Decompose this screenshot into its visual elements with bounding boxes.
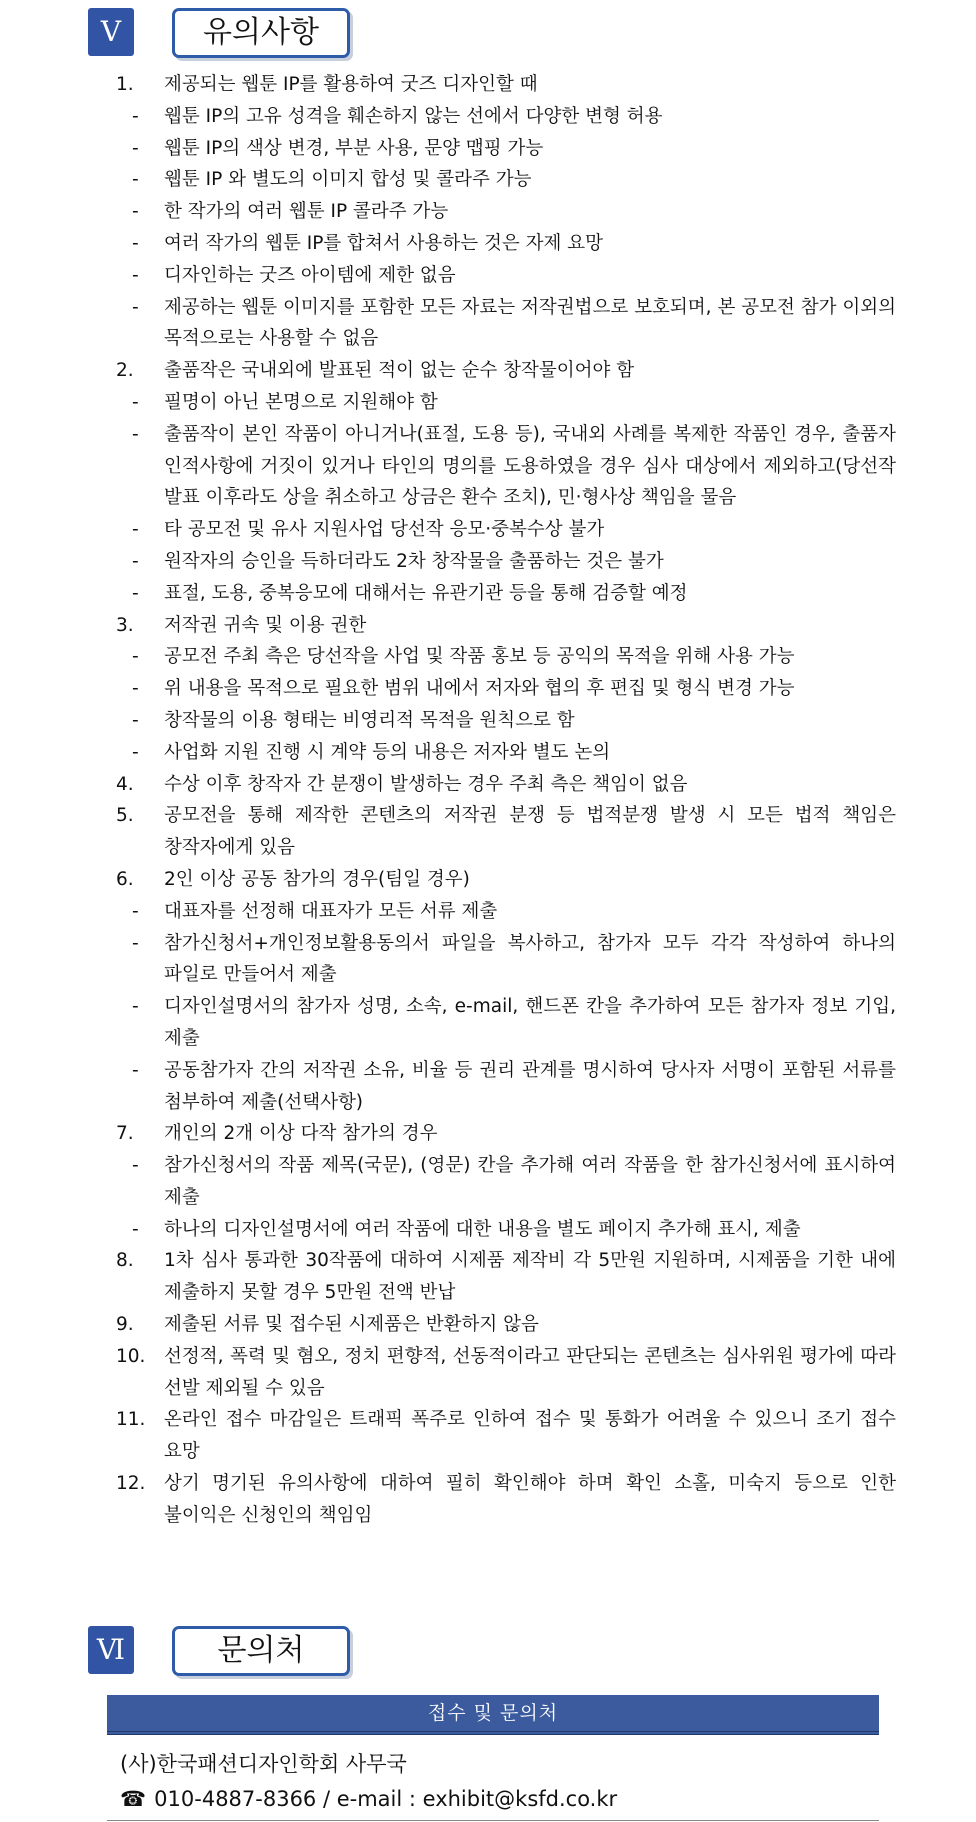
notice-item-text: 저작권 귀속 및 이용 권한 — [164, 614, 367, 636]
notice-subitem — [116, 133, 896, 165]
notice-subitem — [116, 641, 896, 673]
notice-subitem-text: 웹툰 IP의 고유 성격을 훼손하지 않는 선에서 다양한 변형 허용 — [164, 105, 663, 127]
notice-item — [116, 1341, 896, 1405]
contact-organization: (사)한국패션디자인학회 사무국 — [120, 1752, 407, 1776]
notice-subitem-text: 하나의 디자인설명서에 여러 작품에 대한 내용을 별도 페이지 추가해 표시, 제출 — [164, 1218, 801, 1240]
notice-subitem-text: 표절, 도용, 중복응모에 대해서는 유관기관 등을 통해 검증할 예정 — [164, 582, 688, 604]
contact-line — [120, 1785, 617, 1813]
section-5-numeral: Ⅴ — [88, 8, 134, 56]
notice-subitem-text: 공동참가자 간의 저작권 소유, 비율 등 권리 관계를 명시하여 당사자 서명이 포함된 서류를 첨부하여 제출(선택사항) — [164, 1059, 896, 1113]
notice-subitem — [116, 514, 896, 546]
notice-item-number: 7. — [116, 1123, 134, 1145]
notice-item-number: 9. — [116, 1314, 134, 1336]
notice-item-number: 5. — [116, 805, 134, 827]
contact-bar: 접수 및 문의처 — [107, 1695, 879, 1735]
dash-bullet: - — [132, 1155, 139, 1177]
notice-subitem-text: 한 작가의 여러 웹툰 IP 콜라주 가능 — [164, 201, 449, 223]
notice-item-number: 12. — [116, 1473, 146, 1495]
notice-subitem — [116, 1055, 896, 1119]
notice-item-number: 4. — [116, 773, 134, 795]
dash-bullet: - — [132, 519, 139, 541]
dash-bullet: - — [132, 996, 139, 1018]
dash-bullet: - — [132, 264, 139, 286]
dash-bullet: - — [132, 391, 139, 413]
section-6-numeral: Ⅵ — [88, 1626, 134, 1674]
notice-subitem — [116, 228, 896, 260]
notice-subitem — [116, 578, 896, 610]
notice-subitem-text: 제공하는 웹툰 이미지를 포함한 모든 자료는 저작권법으로 보호되며, 본 공모전 참가 이외의 목적으로는 사용할 수 없음 — [164, 296, 896, 350]
notice-item-number: 1. — [116, 74, 134, 95]
notice-item — [116, 610, 896, 642]
notice-subitem — [116, 196, 896, 228]
notice-item — [116, 800, 896, 864]
notice-subitem-text: 창작물의 이용 형태는 비영리적 목적을 원칙으로 함 — [164, 709, 575, 731]
dash-bullet: - — [132, 296, 139, 318]
notice-item-text: 수상 이후 창작자 간 분쟁이 발생하는 경우 주최 측은 책임이 없음 — [164, 773, 688, 795]
notice-item-text: 출품작은 국내외에 발표된 적이 없는 순수 창작물이어야 함 — [164, 360, 635, 382]
notice-subitem — [116, 896, 896, 928]
dash-bullet: - — [132, 169, 139, 191]
notice-subitem — [116, 1214, 896, 1246]
notice-item-text: 1차 심사 통과한 30작품에 대하여 시제품 제작비 각 5만원 지원하며, 시제품을 기한 내에 제출하지 못할 경우 5만원 전액 반납 — [164, 1250, 896, 1304]
notice-subitem — [116, 387, 896, 419]
notice-item-number: 11. — [116, 1409, 146, 1431]
notice-subitem — [116, 673, 896, 705]
notice-item — [116, 769, 896, 801]
notice-item — [116, 864, 896, 896]
notice-item-number: 6. — [116, 868, 134, 890]
section-5-title: 유의사항 — [172, 8, 350, 58]
notice-item-text: 개인의 2개 이상 다작 참가의 경우 — [164, 1123, 438, 1145]
notice-item-text: 제공되는 웹툰 IP를 활용하여 굿즈 디자인할 때 — [164, 74, 538, 95]
notice-subitem — [116, 991, 896, 1055]
notice-item — [116, 355, 896, 387]
contact-info: 010-4887-8366 / e-mail : exhibit@ksfd.co.kr — [154, 1787, 618, 1811]
notice-subitem-text: 위 내용을 목적으로 필요한 범위 내에서 저자와 협의 후 편집 및 형식 변경 가능 — [164, 678, 795, 700]
dash-bullet: - — [132, 678, 139, 700]
notice-subitem — [116, 260, 896, 292]
dash-bullet: - — [132, 932, 139, 954]
notice-item-number: 8. — [116, 1250, 134, 1272]
notice-subitem-text: 사업화 지원 진행 시 계약 등의 내용은 저자와 별도 논의 — [164, 741, 611, 763]
dash-bullet: - — [132, 232, 139, 254]
notice-subitem — [116, 737, 896, 769]
notice-subitem-text: 공모전 주최 측은 당선작을 사업 및 작품 홍보 등 공익의 목적을 위해 사용 가능 — [164, 646, 795, 668]
dash-bullet: - — [132, 1059, 139, 1081]
notice-subitem-text: 웹툰 IP 와 별도의 이미지 합성 및 콜라주 가능 — [164, 169, 532, 191]
contact-divider — [107, 1820, 879, 1821]
dash-bullet: - — [132, 550, 139, 572]
notice-subitem — [116, 101, 896, 133]
notice-subitem — [116, 705, 896, 737]
dash-bullet: - — [132, 201, 139, 223]
notice-subitem — [116, 546, 896, 578]
dash-bullet: - — [132, 105, 139, 127]
notice-subitem-text: 디자인설명서의 참가자 성명, 소속, e-mail, 핸드폰 칸을 추가하여 모든 참가자 정보 기입, 제출 — [164, 996, 896, 1049]
notice-subitem-text: 출품작이 본인 작품이 아니거나(표절, 도용 등), 국내외 사례를 복제한 작품인 경우, 출품자 인적사항에 거짓이 있거나 타인의 명의를 도용하였을 경우 심사 대상에서 제외하고(당선작 발표 이후라도 상을 취소하고 상금은 환수 조치), 민·형사상 책임을 물음 — [164, 423, 896, 509]
notice-item-number: 3. — [116, 614, 134, 636]
notice-item-text: 선정적, 폭력 및 혐오, 정치 편향적, 선동적이라고 판단되는 콘텐츠는 심사위원 평가에 따라 선발 제외될 수 있음 — [164, 1345, 896, 1399]
notice-subitem-text: 여러 작가의 웹툰 IP를 합쳐서 사용하는 것은 자제 요망 — [164, 232, 603, 254]
notice-subitem-text: 웹툰 IP의 색상 변경, 부분 사용, 문양 맵핑 가능 — [164, 137, 544, 159]
dash-bullet: - — [132, 709, 139, 731]
notice-item — [116, 1468, 896, 1532]
notice-item — [116, 1118, 896, 1150]
notice-subitem-text: 필명이 아닌 본명으로 지원해야 함 — [164, 391, 438, 413]
notice-subitem-text: 참가신청서+개인정보활용동의서 파일을 복사하고, 참가자 모두 각각 작성하여 하나의 파일로 만들어서 제출 — [164, 932, 896, 986]
notice-subitem-text: 원작자의 승인을 득하더라도 2차 창작물을 출품하는 것은 불가 — [164, 550, 664, 572]
dash-bullet: - — [132, 137, 139, 159]
dash-bullet: - — [132, 741, 139, 763]
notice-item — [116, 1309, 896, 1341]
notice-item — [116, 1245, 896, 1309]
dash-bullet: - — [132, 900, 139, 922]
notice-subitem-text: 참가신청서의 작품 제목(국문), (영문) 칸을 추가해 여러 작품을 한 참가신청서에 표시하여 제출 — [164, 1155, 896, 1208]
notice-subitem-text: 대표자를 선정해 대표자가 모든 서류 제출 — [164, 900, 498, 922]
notice-subitem — [116, 164, 896, 196]
section-6-title: 문의처 — [172, 1626, 350, 1676]
notice-item-text: 공모전을 통해 제작한 콘텐츠의 저작권 분쟁 등 법적분쟁 발생 시 모든 법적 책임은 창작자에게 있음 — [164, 805, 896, 859]
dash-bullet: - — [132, 1218, 139, 1240]
notice-list — [116, 69, 896, 1532]
notice-subitem — [116, 419, 896, 514]
dash-bullet: - — [132, 423, 139, 445]
notice-item — [116, 1404, 896, 1468]
notice-subitem-text: 타 공모전 및 유사 지원사업 당선작 응모·중복수상 불가 — [164, 519, 605, 541]
notice-item-text: 2인 이상 공동 참가의 경우(팀일 경우) — [164, 868, 470, 890]
phone-icon: ☎ — [120, 1787, 147, 1811]
notice-item — [116, 69, 896, 101]
notice-item-number: 2. — [116, 360, 134, 382]
notice-subitem — [116, 1150, 896, 1214]
dash-bullet: - — [132, 582, 139, 604]
dash-bullet: - — [132, 646, 139, 668]
notice-subitem-text: 디자인하는 굿즈 아이템에 제한 없음 — [164, 264, 456, 286]
notice-item-text: 제출된 서류 및 접수된 시제품은 반환하지 않음 — [164, 1314, 539, 1336]
notice-item-number: 10. — [116, 1345, 146, 1367]
notice-subitem — [116, 928, 896, 992]
notice-subitem — [116, 292, 896, 356]
notice-item-text: 상기 명기된 유의사항에 대하여 필히 확인해야 하며 확인 소홀, 미숙지 등으로 인한 불이익은 신청인의 책임임 — [164, 1473, 896, 1526]
notice-item-text: 온라인 접수 마감일은 트래픽 폭주로 인하여 접수 및 통화가 어려울 수 있으니 조기 접수 요망 — [164, 1409, 896, 1463]
